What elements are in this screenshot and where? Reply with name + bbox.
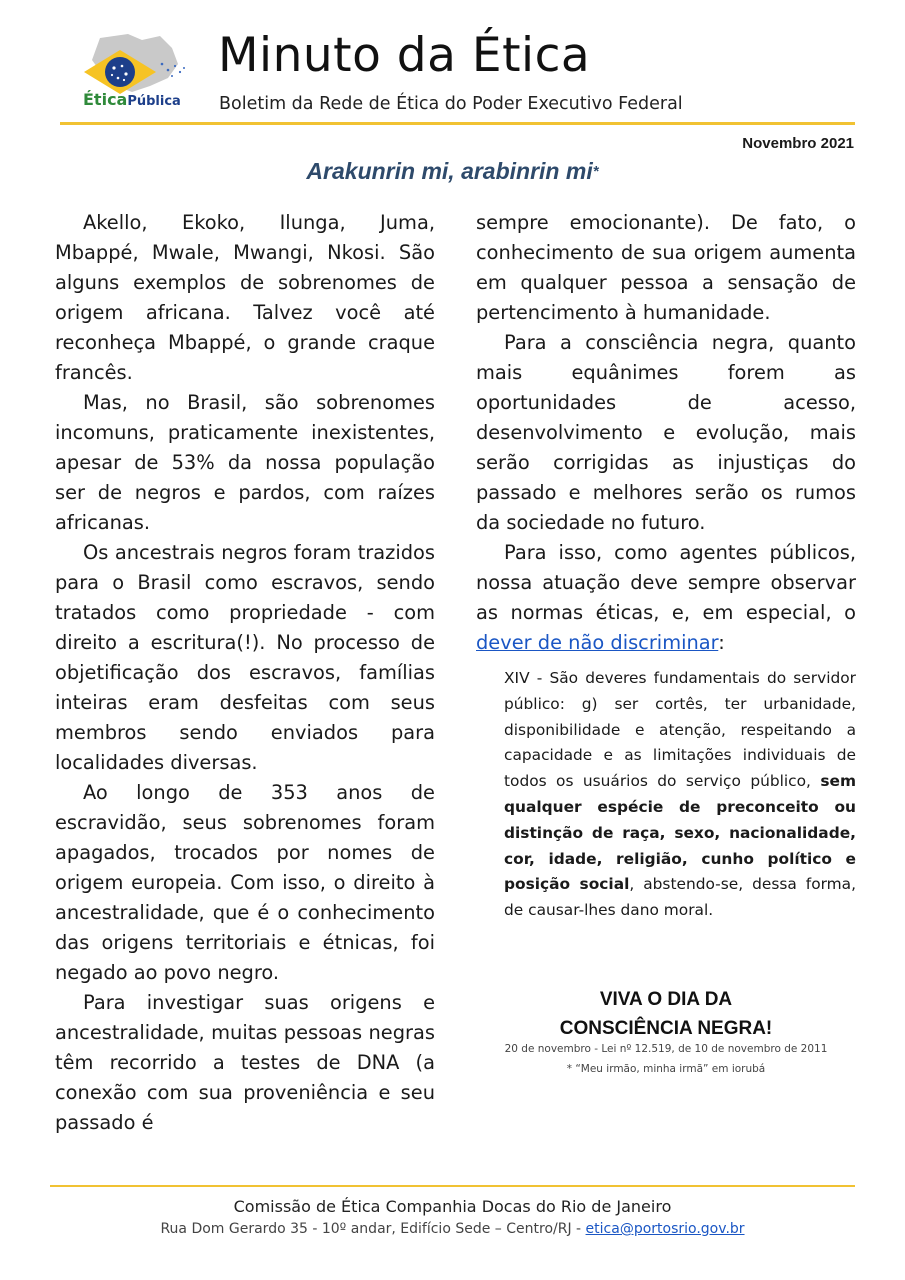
headline-footnote-marker: * bbox=[592, 163, 599, 180]
article-headline bbox=[0, 158, 905, 185]
footer-address bbox=[0, 1221, 905, 1237]
paragraph: Para a consciência negra, quanto mais equânimes forem as oportunidades de acesso, desenvolvimento e evolução, mais serão corrigidas as injustiças do passado e melhores serão os rumos da sociedade no futuro. bbox=[476, 331, 856, 534]
logo-wordmark bbox=[83, 90, 181, 109]
issue-date: Novembro 2021 bbox=[742, 135, 854, 152]
right-column bbox=[476, 208, 856, 924]
viva-banner bbox=[476, 985, 856, 1043]
law-note: 20 de novembro - Lei nº 12.519, de 10 de novembro de 2011 bbox=[504, 1043, 828, 1055]
quote-text: , abstendo-se, dessa forma, de causar-lhes dano moral. bbox=[504, 875, 856, 920]
footer-email-link[interactable]: etica@portosrio.gov.br bbox=[585, 1221, 745, 1237]
viva-line-2: CONSCIÊNCIA NEGRA! bbox=[559, 1018, 773, 1039]
bulletin-subtitle: Boletim da Rede de Ética do Poder Executivo Federal bbox=[219, 94, 683, 114]
quote-bold-text: sem qualquer espécie de preconceito ou distinção de raça, sexo, nacionalidade, cor, idade, religião, cunho político e posição social bbox=[504, 772, 856, 894]
paragraph-text: : bbox=[718, 631, 725, 654]
footer-address-text: Rua Dom Gerardo 35 - 10º andar, Edifício Sede – Centro/RJ - bbox=[160, 1221, 586, 1237]
paragraph: Ao longo de 353 anos de escravidão, seus sobrenomes foram apagados, trocados por nomes de origem europeia. Com isso, o direito à ancestralidade, que é o conhecimento das origens territoriais e étnicas, foi negado ao povo negro. bbox=[55, 781, 435, 984]
header-divider bbox=[60, 122, 855, 125]
paragraph-text: Para isso, como agentes públicos, nossa atuação deve sempre observar as normas éticas, e, em especial, o bbox=[476, 541, 856, 624]
footer-organization: Comissão de Ética Companhia Docas do Rio de Janeiro bbox=[233, 1197, 672, 1216]
headline-text: Arakunrin mi, arabinrin mi bbox=[306, 158, 593, 184]
quote-text: XIV - São deveres fundamentais do servidor público: g) ser cortês, ter urbanidade, disponibilidade e atenção, respeitando a capacidade e as limitações individuais de todos os usuários do serviço público, bbox=[504, 669, 856, 791]
code-of-ethics-quote bbox=[504, 666, 856, 924]
translation-note: * “Meu irmão, minha irmã” em iorubá bbox=[566, 1063, 766, 1075]
dever-de-nao-discriminar-link[interactable]: dever de não discriminar bbox=[476, 631, 719, 654]
paragraph: Mas, no Brasil, são sobrenomes incomuns, praticamente inexistentes, apesar de 53% da nossa população ser de negros e pardos, com raízes africanas. bbox=[55, 391, 435, 534]
footer-divider bbox=[50, 1185, 855, 1187]
flag-globe bbox=[105, 57, 135, 87]
bulletin-title: Minuto da Ética bbox=[218, 28, 591, 83]
paragraph: Akello, Ekoko, Ilunga, Juma, Mbappé, Mwale, Mwangi, Nkosi. São alguns exemplos de sobrenomes de origem africana. Talvez você até reconheça Mbappé, o grande craque francês. bbox=[55, 211, 435, 384]
paragraph: Os ancestrais negros foram trazidos para o Brasil como escravos, sendo tratados como propriedade - com direito a escritura(!). No processo de objetificação dos escravos, famílias inteiras eram desfeitas com seus membros sendo enviados para localidades diversas. bbox=[55, 541, 435, 774]
logo-etica-text: Ética bbox=[83, 90, 128, 109]
paragraph-continuation: sempre emocionante). De fato, o conhecimento de sua origem aumenta em qualquer pessoa a sensação de pertencimento à humanidade. bbox=[476, 211, 856, 324]
paragraph bbox=[476, 538, 856, 658]
paragraph: Para investigar suas origens e ancestralidade, muitas pessoas negras têm recorrido a testes de DNA (a conexão com sua proveniência e seu passado é bbox=[55, 991, 435, 1134]
logo-publica-text: Pública bbox=[127, 94, 181, 109]
left-column bbox=[55, 208, 435, 1138]
viva-line-1: VIVA O DIA DA bbox=[599, 989, 733, 1010]
